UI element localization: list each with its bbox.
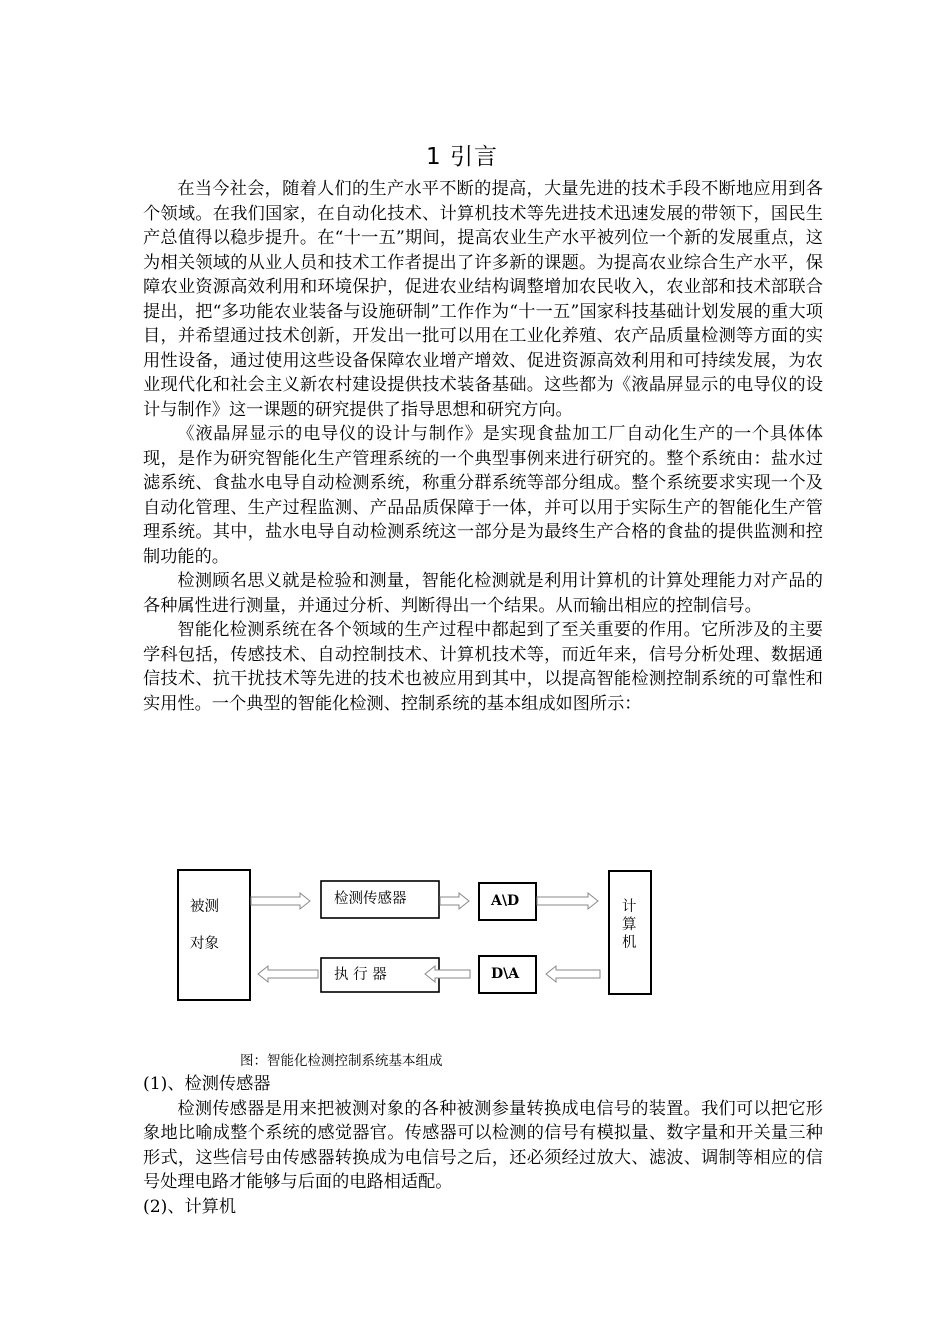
section1-heading: (1)、检测传感器: [143, 1074, 271, 1094]
arrow-da-to-actuator: [425, 966, 470, 982]
paragraph-4: 智能化检测系统在各个领域的生产过程中都起到了至关重要的作用。它所涉及的主要学科包括，传感技术、自动控制技术、计算机技术等，而近年来，信号分析处理、数据通信技术、抗干扰技术等先进的技术也被应用到其中，以提高智能检测控制系统的可靠性和实用性。一个典型的智能化检测、控制系统的基本组成如图所示：: [143, 620, 823, 714]
arrow-ad-to-computer: [537, 893, 598, 909]
actuator-label: 执 行 器: [334, 967, 387, 983]
section1-paragraph: 检测传感器是用来把被测对象的各种被测参量转换成电信号的装置。我们可以把它形象地比喻成整个系统的感觉器官。传感器可以检测的信号有模拟量、数字量和开关量三种形式，这些信号由传感器转换成为电信号之后，还必须经过放大、滤波、调制等相应的信号处理电路才能够与后面的电路相适配。: [143, 1098, 823, 1192]
sensor-label: 检测传感器: [334, 891, 407, 907]
object-label-line1: 被测: [190, 899, 219, 915]
page-title: 1 引言: [426, 144, 498, 170]
paragraph-3: 检测顾名思义就是检验和测量，智能化检测就是利用计算机的计算处理能力对产品的各种属性进行测量，并通过分析、判断得出一个结果。从而输出相应的控制信号。: [143, 571, 823, 616]
paragraph-2: 《液晶屏显示的电导仪的设计与制作》是实现食盐加工厂自动化生产的一个具体体现，是作为研究智能化生产管理系统的一个典型事例来进行研究的。整个系统由：盐水过滤系统、食盐水电导自动检测系统，称重分群系统等部分组成。整个系统要求实现一个及自动化管理、生产过程监测、产品品质保障于一体，并可以用于实际生产的智能化生产管理系统。其中，盐水电导自动检测系统这一部分是为最终生产合格的食盐的提供监测和控制功能的。: [143, 424, 823, 567]
ad-label: A\D: [491, 893, 520, 909]
computer-label-3: 机: [622, 935, 637, 951]
arrow-object-to-sensor: [251, 893, 310, 909]
intro-text-block: [143, 177, 823, 716]
arrow-computer-to-da: [546, 966, 600, 982]
section2-heading: (2)、计算机: [143, 1196, 237, 1217]
paragraph-1: 在当今社会，随着人们的生产水平不断的提高，大量先进的技术手段不断地应用到各个领域。在我们国家，在自动化技术、计算机技术等先进技术迅速发展的带领下，国民生产总值得以稳步提升。在“十一五”期间，提高农业生产水平被列位一个新的发展重点，这为相关领域的从业人员和技术工作者提出了许多新的课题。为提高农业综合生产水平，保障农业资源高效利用和环境保护，促进农业结构调整增加农民收入，农业部和技术部联合提出，把“多功能农业装备与设施研制”工作作为“十一五”国家科技基础计划发展的重大项目，并希望通过技术创新，开发出一批可以用在工业化养殖、农产品质量检测等方面的实用性设备，通过使用这些设备保障农业增产增效、促进资源高效利用和可持续发展，为农业现代化和社会主义新农村建设提供技术装备基础。这些都为《液晶屏显示的电导仪的设计与制作》这一课题的研究提供了指导思想和研究方向。: [143, 179, 823, 420]
sections-text-block: [143, 1072, 823, 1219]
computer-label-2: 算: [622, 917, 637, 933]
arrow-actuator-to-object: [258, 966, 318, 982]
da-label: D\A: [491, 966, 520, 982]
figure-caption: 图：智能化检测控制系统基本组成: [240, 1053, 443, 1069]
object-label-line2: 对象: [190, 936, 219, 952]
computer-label-1: 计: [622, 899, 637, 915]
arrow-sensor-to-ad: [440, 893, 469, 909]
